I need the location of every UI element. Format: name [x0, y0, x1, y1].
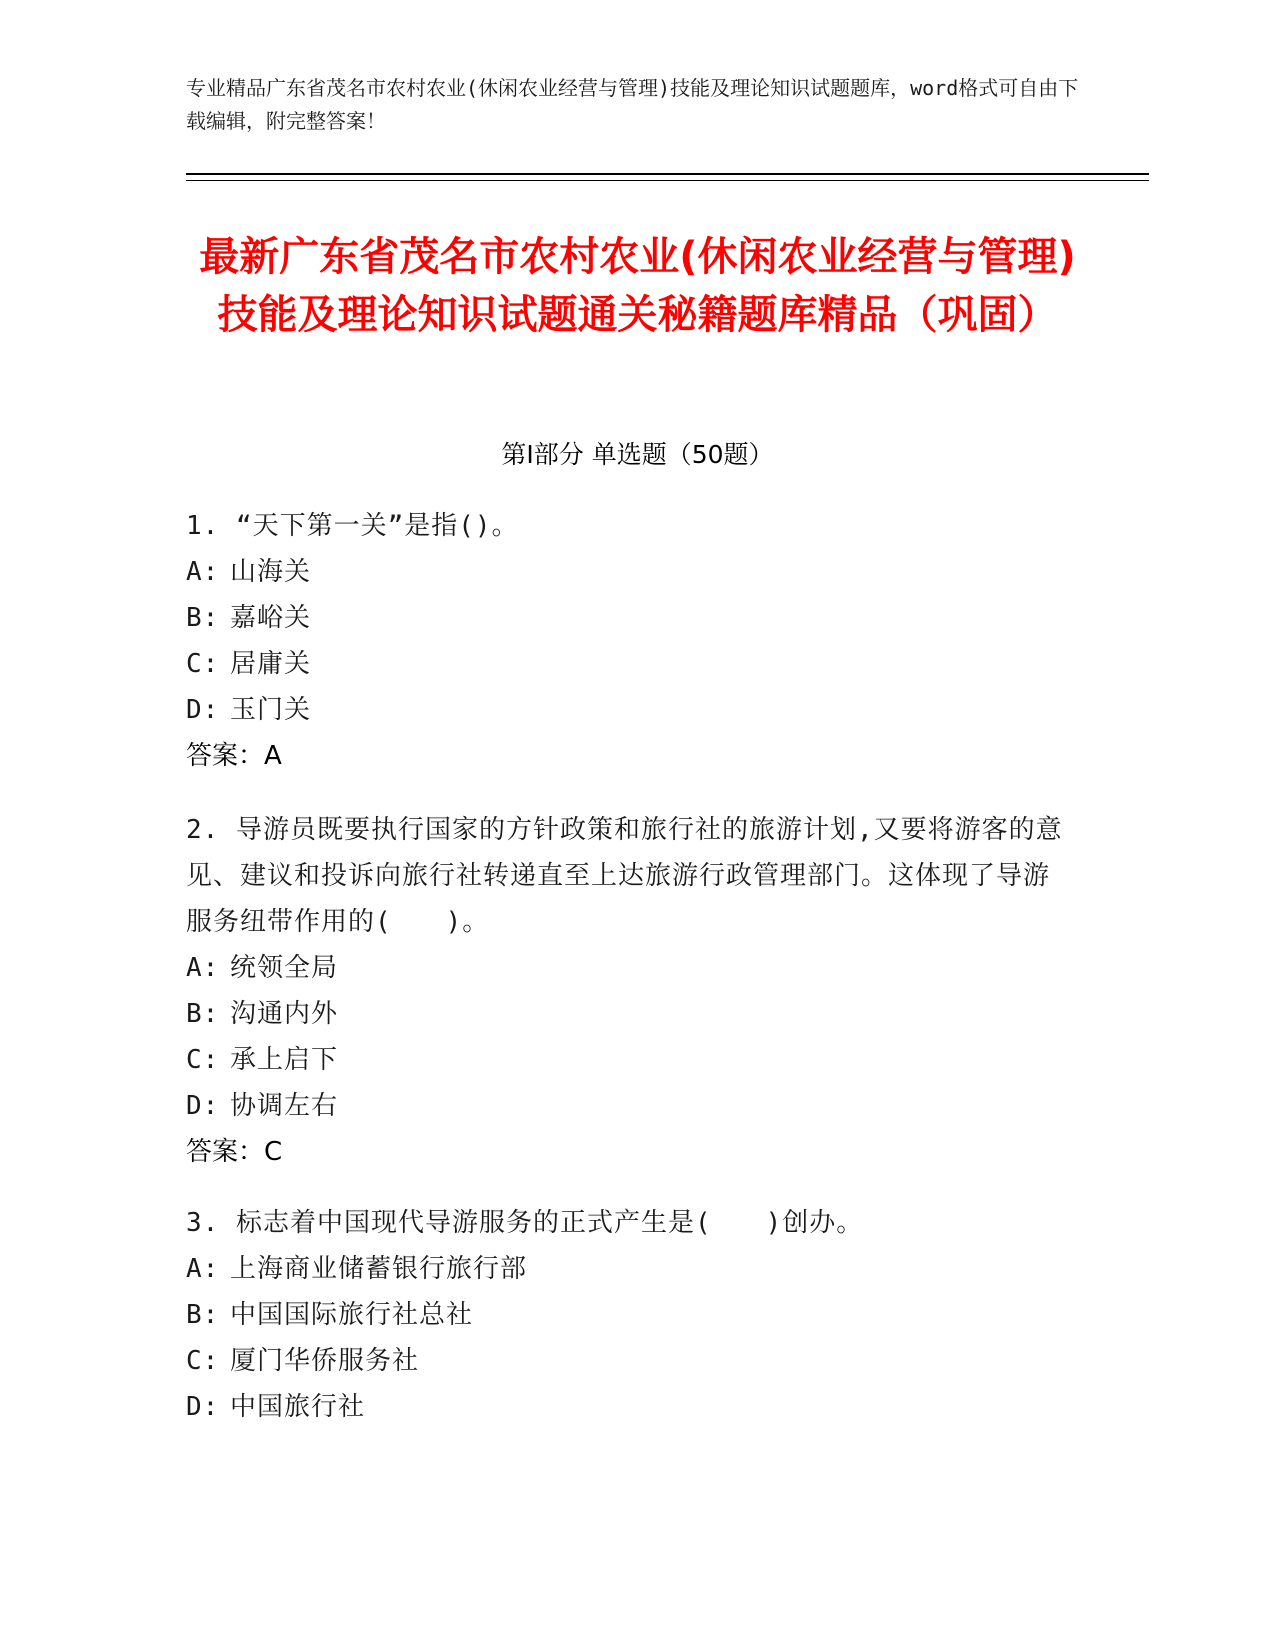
document-title: 最新广东省茂名市农村农业(休闲农业经营与管理)技能及理论知识试题通关秘籍题库精品（巩固） [199, 234, 1076, 338]
option-d [186, 1384, 1066, 1430]
option-text: 上海商业储蓄银行旅行部 [230, 1254, 528, 1284]
option-b [186, 1292, 1066, 1338]
option-key: A: [186, 953, 220, 983]
option-key: B: [186, 1300, 220, 1330]
option-text: 承上启下 [230, 1045, 339, 1075]
option-c [186, 641, 1066, 687]
option-key: D: [186, 695, 220, 725]
option-key: A: [186, 1254, 220, 1284]
option-d [186, 687, 1066, 733]
option-a [186, 549, 1066, 595]
answer: 答案：C [186, 1137, 283, 1167]
option-key: C: [186, 1346, 220, 1376]
section-heading: 第Ⅰ部分 单选题（50题） [501, 440, 774, 469]
question-text: 1. “天下第一关”是指()。 [186, 511, 519, 541]
question-1 [186, 503, 1066, 779]
header-rule-thick [186, 173, 1149, 175]
option-text: 玉门关 [230, 695, 312, 725]
option-key: D: [186, 1091, 220, 1121]
header-rule-thin [186, 180, 1149, 181]
header-note: 专业精品广东省茂名市农村农业(休闲农业经营与管理)技能及理论知识试题题库，word格式可自由下载编辑，附完整答案！ [186, 76, 1079, 133]
option-a [186, 1246, 1066, 1292]
option-key: C: [186, 649, 220, 679]
question-2 [186, 807, 1066, 1175]
option-text: 中国国际旅行社总社 [230, 1300, 474, 1330]
option-text: 统领全局 [230, 953, 339, 983]
option-text: 厦门华侨服务社 [230, 1346, 420, 1376]
option-c [186, 1338, 1066, 1384]
option-text: 嘉峪关 [230, 603, 312, 633]
option-b [186, 991, 1066, 1037]
question-text: 3. 标志着中国现代导游服务的正式产生是( )创办。 [186, 1208, 864, 1238]
option-key: B: [186, 603, 220, 633]
option-key: C: [186, 1045, 220, 1075]
option-text: 山海关 [230, 557, 312, 587]
option-key: A: [186, 557, 220, 587]
answer: 答案：A [186, 741, 282, 771]
option-key: B: [186, 999, 220, 1029]
option-text: 居庸关 [230, 649, 312, 679]
option-b [186, 595, 1066, 641]
option-text: 协调左右 [230, 1091, 339, 1121]
option-a [186, 945, 1066, 991]
option-c [186, 1037, 1066, 1083]
question-3 [186, 1200, 1066, 1430]
question-text: 2. 导游员既要执行国家的方针政策和旅行社的旅游计划,又要将游客的意见、建议和投诉向旅行社转递直至上达旅游行政管理部门。这体现了导游服务纽带作用的( )。 [186, 815, 1063, 937]
option-text: 中国旅行社 [230, 1392, 366, 1422]
option-key: D: [186, 1392, 220, 1422]
option-text: 沟通内外 [230, 999, 339, 1029]
option-d [186, 1083, 1066, 1129]
